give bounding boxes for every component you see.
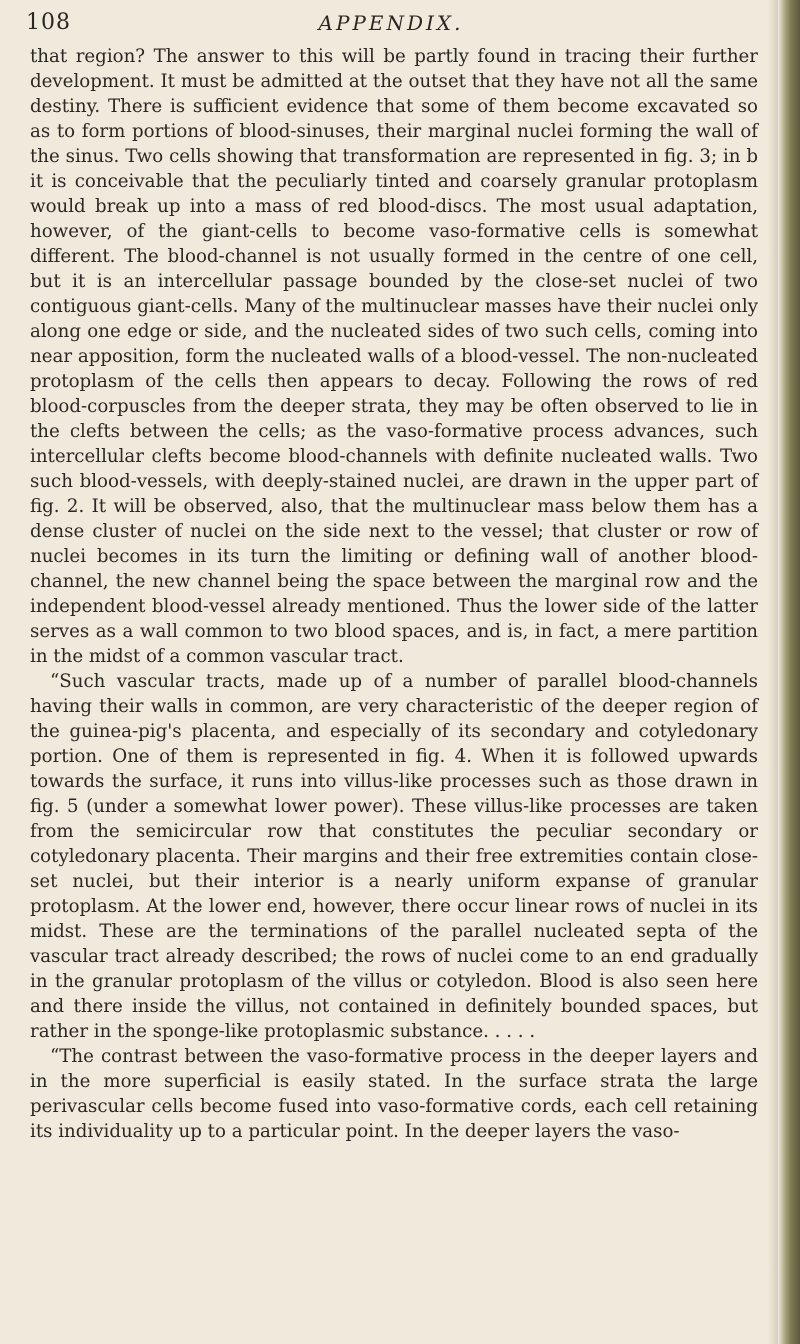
body-text xyxy=(30,44,758,1144)
paragraph: “Such vascular tracts, made up of a number of parallel blood-channels having their walls in common, are very characteristic of the deeper region of the guinea-pig's placenta, and especially of its secondary and cotyledonary portion. One of them is represented in fig. 4. When it is followed upwards towards the surface, it runs into villus-like processes such as those drawn in fig. 5 (under a somewhat lower power). These villus-like processes are taken from the semicircular row that constitutes the peculiar secondary or cotyledonary placenta. Their margins and their free extremities contain close-set nuclei, but their interior is a nearly uniform expanse of granular protoplasm. At the lower end, however, there occur linear rows of nuclei in its midst. These are the terminations of the parallel nucleated septa of the vascular tract already described; the rows of nuclei come to an end gradually in the granular protoplasm of the villus or cotyledon. Blood is also seen here and there inside the villus, not contained in definitely bounded spaces, but rather in the sponge-like protoplasmic substance. . . . . xyxy=(30,671,758,1042)
paragraph: “The contrast between the vaso-formative process in the deeper layers and in the more superficial is easily stated. In the surface strata the large perivascular cells become fused into vaso-formative cords, each cell retaining its individuality up to a particular point. In the deeper layers the vaso- xyxy=(30,1046,758,1142)
page-number: 108 xyxy=(26,10,71,35)
book-spine-edge xyxy=(778,0,800,1344)
page-edge-shadow xyxy=(768,0,778,1344)
paragraph: that region? The answer to this will be partly found in tracing their further development. It must be admitted at the outset that they have not all the same destiny. There is sufficient evidence that some of them become excavated so as to form portions of blood-sinuses, their marginal nuclei forming the wall of the sinus. Two cells showing that transformation are represented in fig. 3; in b it is conceivable that the peculiarly tinted and coarsely granular protoplasm would break up into a mass of red blood-discs. The most usual adaptation, however, of the giant-cells to become vaso-formative cells is somewhat different. The blood-channel is not usually formed in the centre of one cell, but it is an intercellular passage bounded by the close-set nuclei of two contiguous giant-cells. Many of the multinuclear masses have their nuclei only along one edge or side, and the nucleated sides of two such cells, coming into near apposition, form the nucleated walls of a blood-vessel. The non-nucleated protoplasm of the cells then appears to decay. Following the rows of red blood-corpuscles from the deeper strata, they may be often observed to lie in the clefts between the cells; as the vaso-formative process advances, such intercellular clefts become blood-channels with definite nucleated walls. Two such blood-vessels, with deeply-stained nuclei, are drawn in the upper part of fig. 2. It will be observed, also, that the multinuclear mass below them has a dense cluster of nuclei on the side next to the vessel; that cluster or row of nuclei becomes in its turn the limiting or defining wall of another blood-channel, the new channel being the space between the marginal row and the independent blood-vessel already mentioned. Thus the lower side of the latter serves as a wall common to two blood spaces, and is, in fact, a mere partition in the midst of a common vascular tract. xyxy=(30,46,758,667)
running-head: APPENDIX. xyxy=(318,11,464,35)
